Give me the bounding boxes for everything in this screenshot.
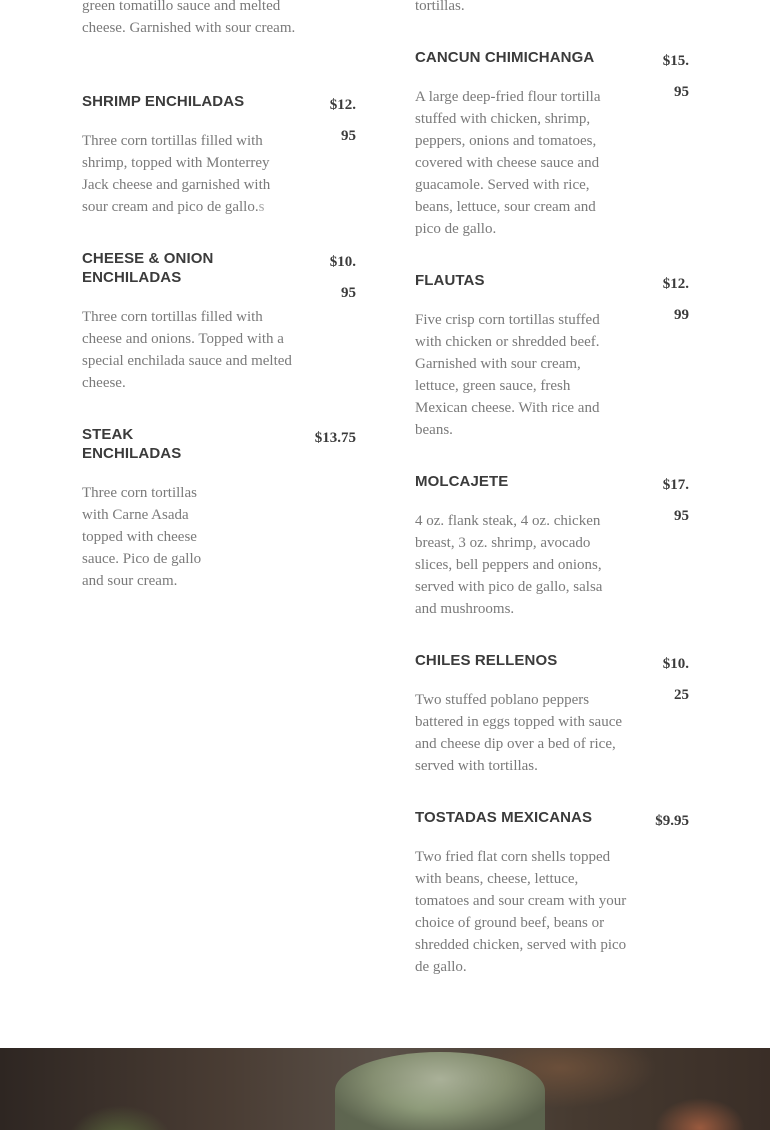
- item-description: Three corn tortillas filled with cheese and onions. Topped with a special enchilada sauce and melted cheese.: [82, 309, 292, 391]
- item-description: green tomatillo sauce and melted cheese. Garnished with sour cream.: [82, 0, 296, 36]
- item-name: CANCUN CHIMICHANGA: [415, 49, 595, 66]
- item-name: TOSTADAS MEXICANAS: [415, 809, 593, 826]
- item-description: Three corn tortillas with Carne Asada topped with cheese sauce. Pico de gallo and sour cream.: [82, 485, 202, 589]
- item-price: $12. 95: [329, 97, 356, 144]
- item-description: Three corn tortillas filled with shrimp, topped with Monterrey Jack cheese and garnished with sour cream and pico de gallo.s: [82, 133, 271, 215]
- item-name: CHILES RELLENOS: [415, 652, 558, 669]
- item-description: Five crisp corn tortillas stuffed with chicken or shredded beef. Garnished with sour cream, lettuce, green sauce, fresh Mexican cheese. With rice and beans.: [415, 312, 600, 438]
- item-price: $17. 95: [662, 477, 689, 524]
- item-name: CHEESE & ONION ENCHILADAS: [82, 250, 214, 286]
- food-photo-banner: [0, 1048, 770, 1130]
- item-name: FLAUTAS: [415, 272, 485, 289]
- item-price: $10. 25: [662, 656, 689, 703]
- item-description: Two fried flat corn shells topped with beans, cheese, lettuce, tomatoes and sour cream with your choice of ground beef, beans or shredded chicken, served with pico de gallo.: [415, 849, 627, 975]
- item-price: $10. 95: [329, 254, 356, 301]
- item-name: SHRIMP ENCHILADAS: [82, 93, 245, 110]
- item-description: 4 oz. flank steak, 4 oz. chicken breast, 3 oz. shrimp, avocado slices, bell peppers and onions, served with pico de gallo, salsa and mushrooms.: [415, 513, 603, 617]
- item-price: $15. 95: [662, 53, 689, 100]
- item-price: $9.95: [655, 813, 689, 829]
- item-name: MOLCAJETE: [415, 473, 509, 490]
- item-name: STEAK ENCHILADAS: [82, 426, 182, 462]
- item-price: $12. 99: [662, 276, 689, 323]
- item-description: A large deep-fried flour tortilla stuffed with chicken, shrimp, peppers, onions and tomatoes, covered with cheese sauce and guacamole. Served with rice, beans, lettuce, sour cream and pico de gallo.: [415, 89, 601, 237]
- item-description: Two stuffed poblano peppers battered in eggs topped with sauce and cheese dip over a bed of rice, served with tortillas.: [415, 692, 623, 774]
- item-description-trail: s: [258, 199, 265, 215]
- item-price: $13.75: [314, 430, 356, 446]
- guacamole-bowl-image: [335, 1052, 545, 1130]
- item-description: tortillas.: [415, 0, 465, 14]
